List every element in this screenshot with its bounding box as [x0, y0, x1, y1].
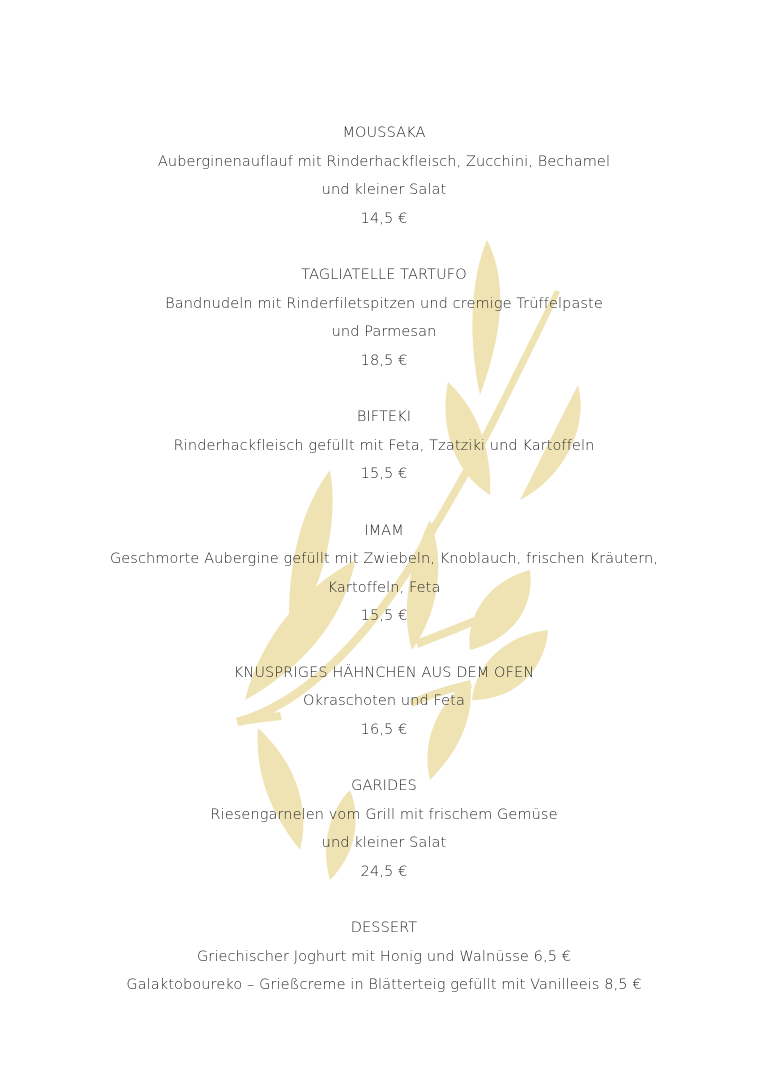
- dessert-item: Griechischer Joghurt mit Honig und Walnüsse 6,5 €: [196, 948, 572, 965]
- dish-price: 24,5 €: [360, 863, 408, 880]
- dish-name: BIFTEKI: [356, 409, 412, 425]
- dish-description: Bandnudeln mit Rinderfiletspitzen und cremige Trüffelpaste: [165, 295, 603, 312]
- dish-description: Geschmorte Aubergine gefüllt mit Zwiebeln, Knoblauch, frischen Kräutern,: [109, 551, 659, 567]
- menu-item-imam: [0, 517, 768, 631]
- dish-description: Kartoffeln, Feta: [327, 579, 441, 596]
- dish-description: Rinderhackfleisch gefüllt mit Feta, Tzatziki und Kartoffeln: [173, 437, 595, 454]
- dessert-section: [0, 914, 768, 1000]
- dish-price: 15,5 €: [360, 466, 408, 482]
- dish-name: IMAM: [364, 522, 404, 539]
- dish-description: und kleiner Salat: [321, 835, 447, 851]
- dish-price: 15,5 €: [360, 608, 408, 624]
- dish-description: Riesengarnelen vom Grill mit frischem Gemüse: [210, 806, 558, 823]
- menu-item-garides: [0, 772, 768, 886]
- dish-name: GARIDES: [351, 778, 417, 794]
- dish-name: MOUSSAKA: [342, 125, 426, 141]
- menu-item-moussaka: [0, 119, 768, 233]
- menu-item-bifteki: [0, 403, 768, 489]
- dish-price: 16,5 €: [360, 721, 408, 738]
- dish-name: KNUSPRIGES HÄHNCHEN AUS DEM OFEN: [233, 664, 535, 681]
- dish-description: und Parmesan: [331, 324, 437, 340]
- dessert-item: Galaktoboureko – Grießcreme in Blätterteig gefüllt mit Vanilleeis 8,5 €: [126, 977, 642, 993]
- dessert-title: DESSERT: [350, 920, 418, 936]
- menu-item-haehnchen: [0, 659, 768, 745]
- menu-list: [0, 119, 768, 1000]
- menu-item-tagliatelle-tartufo: [0, 261, 768, 375]
- dish-description: Auberginenauflauf mit Rinderhackfleisch, Zucchini, Bechamel: [157, 153, 611, 170]
- dish-description: und kleiner Salat: [321, 182, 447, 198]
- dish-price: 14,5 €: [360, 210, 408, 227]
- dish-price: 18,5 €: [360, 352, 408, 369]
- dish-description: Okraschoten und Feta: [303, 693, 465, 709]
- dish-name: TAGLIATELLE TARTUFO: [301, 267, 467, 283]
